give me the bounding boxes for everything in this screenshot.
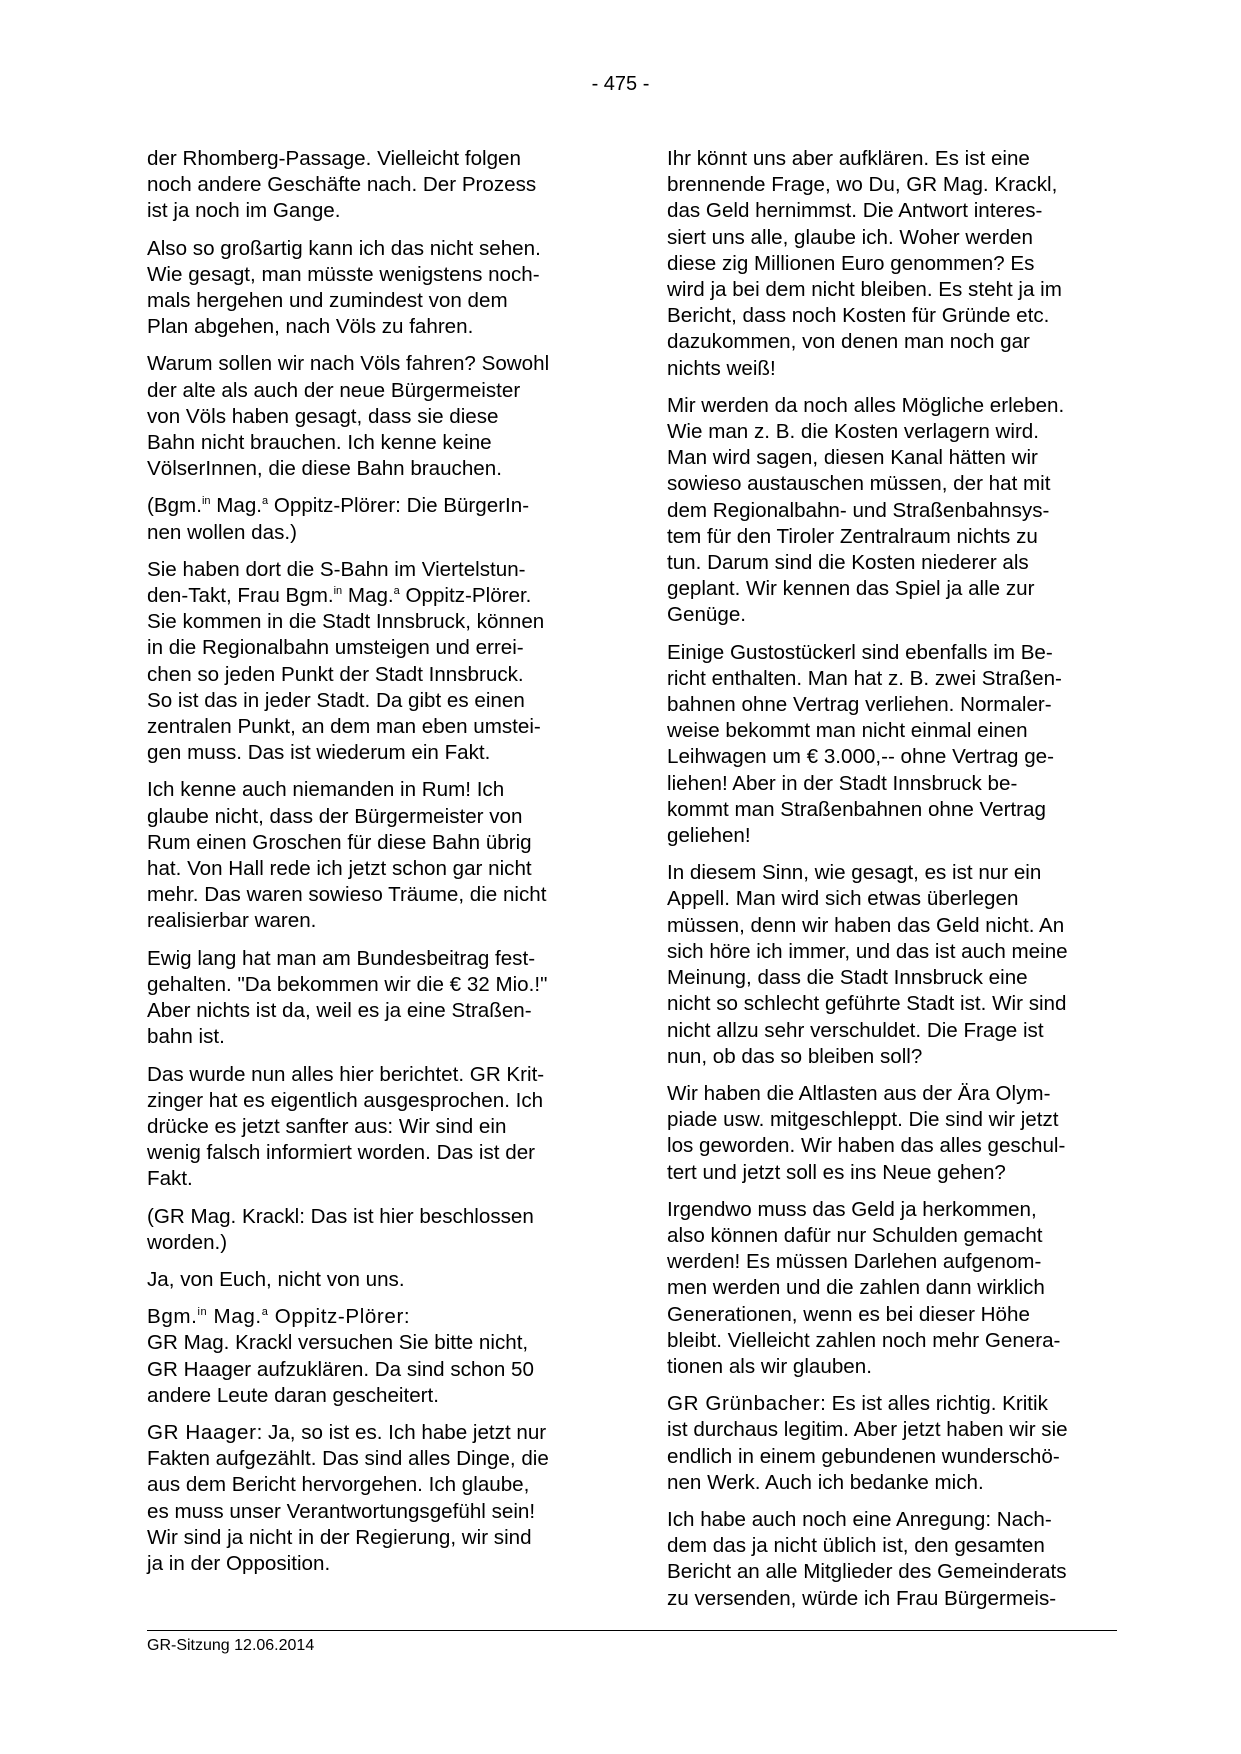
right-column — [667, 146, 1119, 1623]
speaker-paragraph: Bgm.$^{in}$ Mag.$^a$ Oppitz-Plörer: GR Mag. Krackl versuchen Sie bitte nicht, GR Haager aufzuklären. Da sind schon 50 andere Leute daran gescheitert. — [147, 1305, 534, 1407]
page-number: - 475 - — [591, 73, 650, 95]
speaker-paragraph: GR Grünbacher: Es ist alles richtig. Kritik ist durchaus legitim. Aber jetzt haben wir sie endlich in einem gebundenen wunderschö- nen Werk. Auch ich bedanke mich. — [667, 1392, 1068, 1494]
paragraph: der Rhomberg-Passage. Vielleicht folgen noch andere Geschäfte nach. Der Prozess ist ja noch im Gange. — [147, 147, 537, 223]
paragraph: Mir werden da noch alles Mögliche erleben. Wie man z. B. die Kosten verlagern wird. Man wird sagen, diesen Kanal hätten wir sowieso austauschen müssen, der hat mit dem Regionalbahn- und Straßenbahnsys- tem für den Tiroler Zentralraum nichts zu tun. Darum sind die Kosten niederer als geplant. Wir kennen das Spiel ja alle zur Genüge. — [667, 393, 1065, 627]
paragraph: Also so großartig kann ich das nicht sehen. Wie gesagt, man müsste wenigstens noch- mals hergehen und zumindest von dem Plan abgehen, nach Völs zu fahren. — [147, 236, 541, 339]
paragraph: Das wurde nun alles hier berichtet. GR Krit- zinger hat es eigentlich ausgesprochen. Ich drücke es jetzt sanfter aus: Wir sind ein wenig falsch informiert worden. Das ist der Fakt. — [147, 1062, 545, 1191]
paragraph: Einige Gustostückerl sind ebenfalls im Be- richt enthalten. Man hat z. B. zwei Straßen- bahnen ohne Vertrag verliehen. Normaler- weise bekommt man nicht einmal einen Leihwagen um € 3.000,-- ohne Vertrag ge- liehen! Aber in der Stadt Innsbruck be- kommt man Straßenbahnen ohne Vertrag geliehen! — [667, 640, 1062, 848]
left-column — [147, 146, 599, 1588]
speaker-name: GR Grünbacher — [667, 1392, 821, 1416]
paragraph: Warum sollen wir nach Völs fahren? Sowohl der alte als auch der neue Bürgermeister von Völs haben gesagt, dass sie diese Bahn nicht brauchen. Ich kenne keine VölserInnen, die diese Bahn brauchen. — [147, 352, 550, 481]
paragraph: Ich habe auch noch eine Anregung: Nach- dem das ja nicht üblich ist, den gesamten Bericht an alle Mitglieder des Gemeinderats zu versenden, würde ich Frau Bürgermeis- — [667, 1507, 1067, 1610]
speaker-name: Bgm.$^{in}$ Mag.$^a$ Oppitz-Plörer: — [147, 1305, 411, 1329]
footer-divider — [147, 1630, 1117, 1631]
paragraph: Ja, von Euch, nicht von uns. — [147, 1267, 405, 1291]
paragraph: Ihr könnt uns aber aufklären. Es ist eine brennende Frage, wo Du, GR Mag. Krackl, das Geld hernimmst. Die Antwort interes- siert uns alle, glaube ich. Woher werden diese zig Millionen Euro genommen? Es wird ja bei dem nicht bleiben. Es steht ja im Bericht, dass noch Kosten für Gründe etc. dazukommen, von denen man noch gar nichts weiß! — [667, 147, 1062, 380]
footer-session-date: GR-Sitzung 12.06.2014 — [147, 1637, 315, 1654]
paragraph: Sie haben dort die S-Bahn im Viertelstun- den-Takt, Frau Bgm.$^{in}$ Mag.$^a$ Oppitz-Plörer. Sie kommen in die Stadt Innsbruck, können in die Regionalbahn umsteigen und errei- chen so jeden Punkt der Stadt Innsbruck. So ist das in jeder Stadt. Da gibt es einen zentralen Punkt, an dem man eben umstei- gen muss. Das ist wiederum ein Fakt. — [147, 557, 545, 765]
paragraph: Ich kenne auch niemanden in Rum! Ich glaube nicht, dass der Bürgermeister von Rum einen Groschen für diese Bahn übrig hat. Von Hall rede ich jetzt schon gar nicht mehr. Das waren sowieso Träume, die nicht realisierbar waren. — [147, 778, 547, 933]
paragraph: Irgendwo muss das Geld ja herkommen, also können dafür nur Schulden gemacht werden! Es müssen Darlehen aufgenom- men werden und die zahlen dann wirklich Generationen, wenn es bei dieser Höhe bleibt. Vielleicht zahlen noch mehr Genera- tionen als wir glauben. — [667, 1197, 1061, 1378]
paragraph: Wir haben die Altlasten aus der Ära Olym- piade usw. mitgeschleppt. Die sind wir jetzt los geworden. Wir haben das alles geschul- tert und jetzt soll es ins Neue gehen? — [667, 1081, 1066, 1184]
speaker-name: GR Haager — [147, 1420, 257, 1444]
interjection: (Bgm.$^{in}$ Mag.$^a$ Oppitz-Plörer: Die BürgerIn- nen wollen das.) — [147, 494, 530, 544]
speaker-paragraph: GR Haager: Ja, so ist es. Ich habe jetzt nur Fakten aufgezählt. Das sind alles Dinge, die aus dem Bericht hervorgehen. Ich glaube, es muss unser Verantwortungsgefühl sein! Wir sind ja nicht in der Regierung, wir sind ja in der Opposition. — [147, 1420, 549, 1575]
paragraph: Ewig lang hat man am Bundesbeitrag fest- gehalten. "Da bekommen wir die € 32 Mio.!" Aber nichts ist da, weil es ja eine Straßen- bahn ist. — [147, 946, 548, 1049]
interjection: (GR Mag. Krackl: Das ist hier beschlossen worden.) — [147, 1204, 534, 1254]
paragraph: In diesem Sinn, wie gesagt, es ist nur ein Appell. Man wird sich etwas überlegen müssen, denn wir haben das Geld nicht. An sich höre ich immer, und das ist auch meine Meinung, dass die Stadt Innsbruck eine nicht so schlecht geführte Stadt ist. Wir sind nicht allzu sehr verschuldet. Die Frage ist nun, ob das so bleiben soll? — [667, 861, 1068, 1068]
